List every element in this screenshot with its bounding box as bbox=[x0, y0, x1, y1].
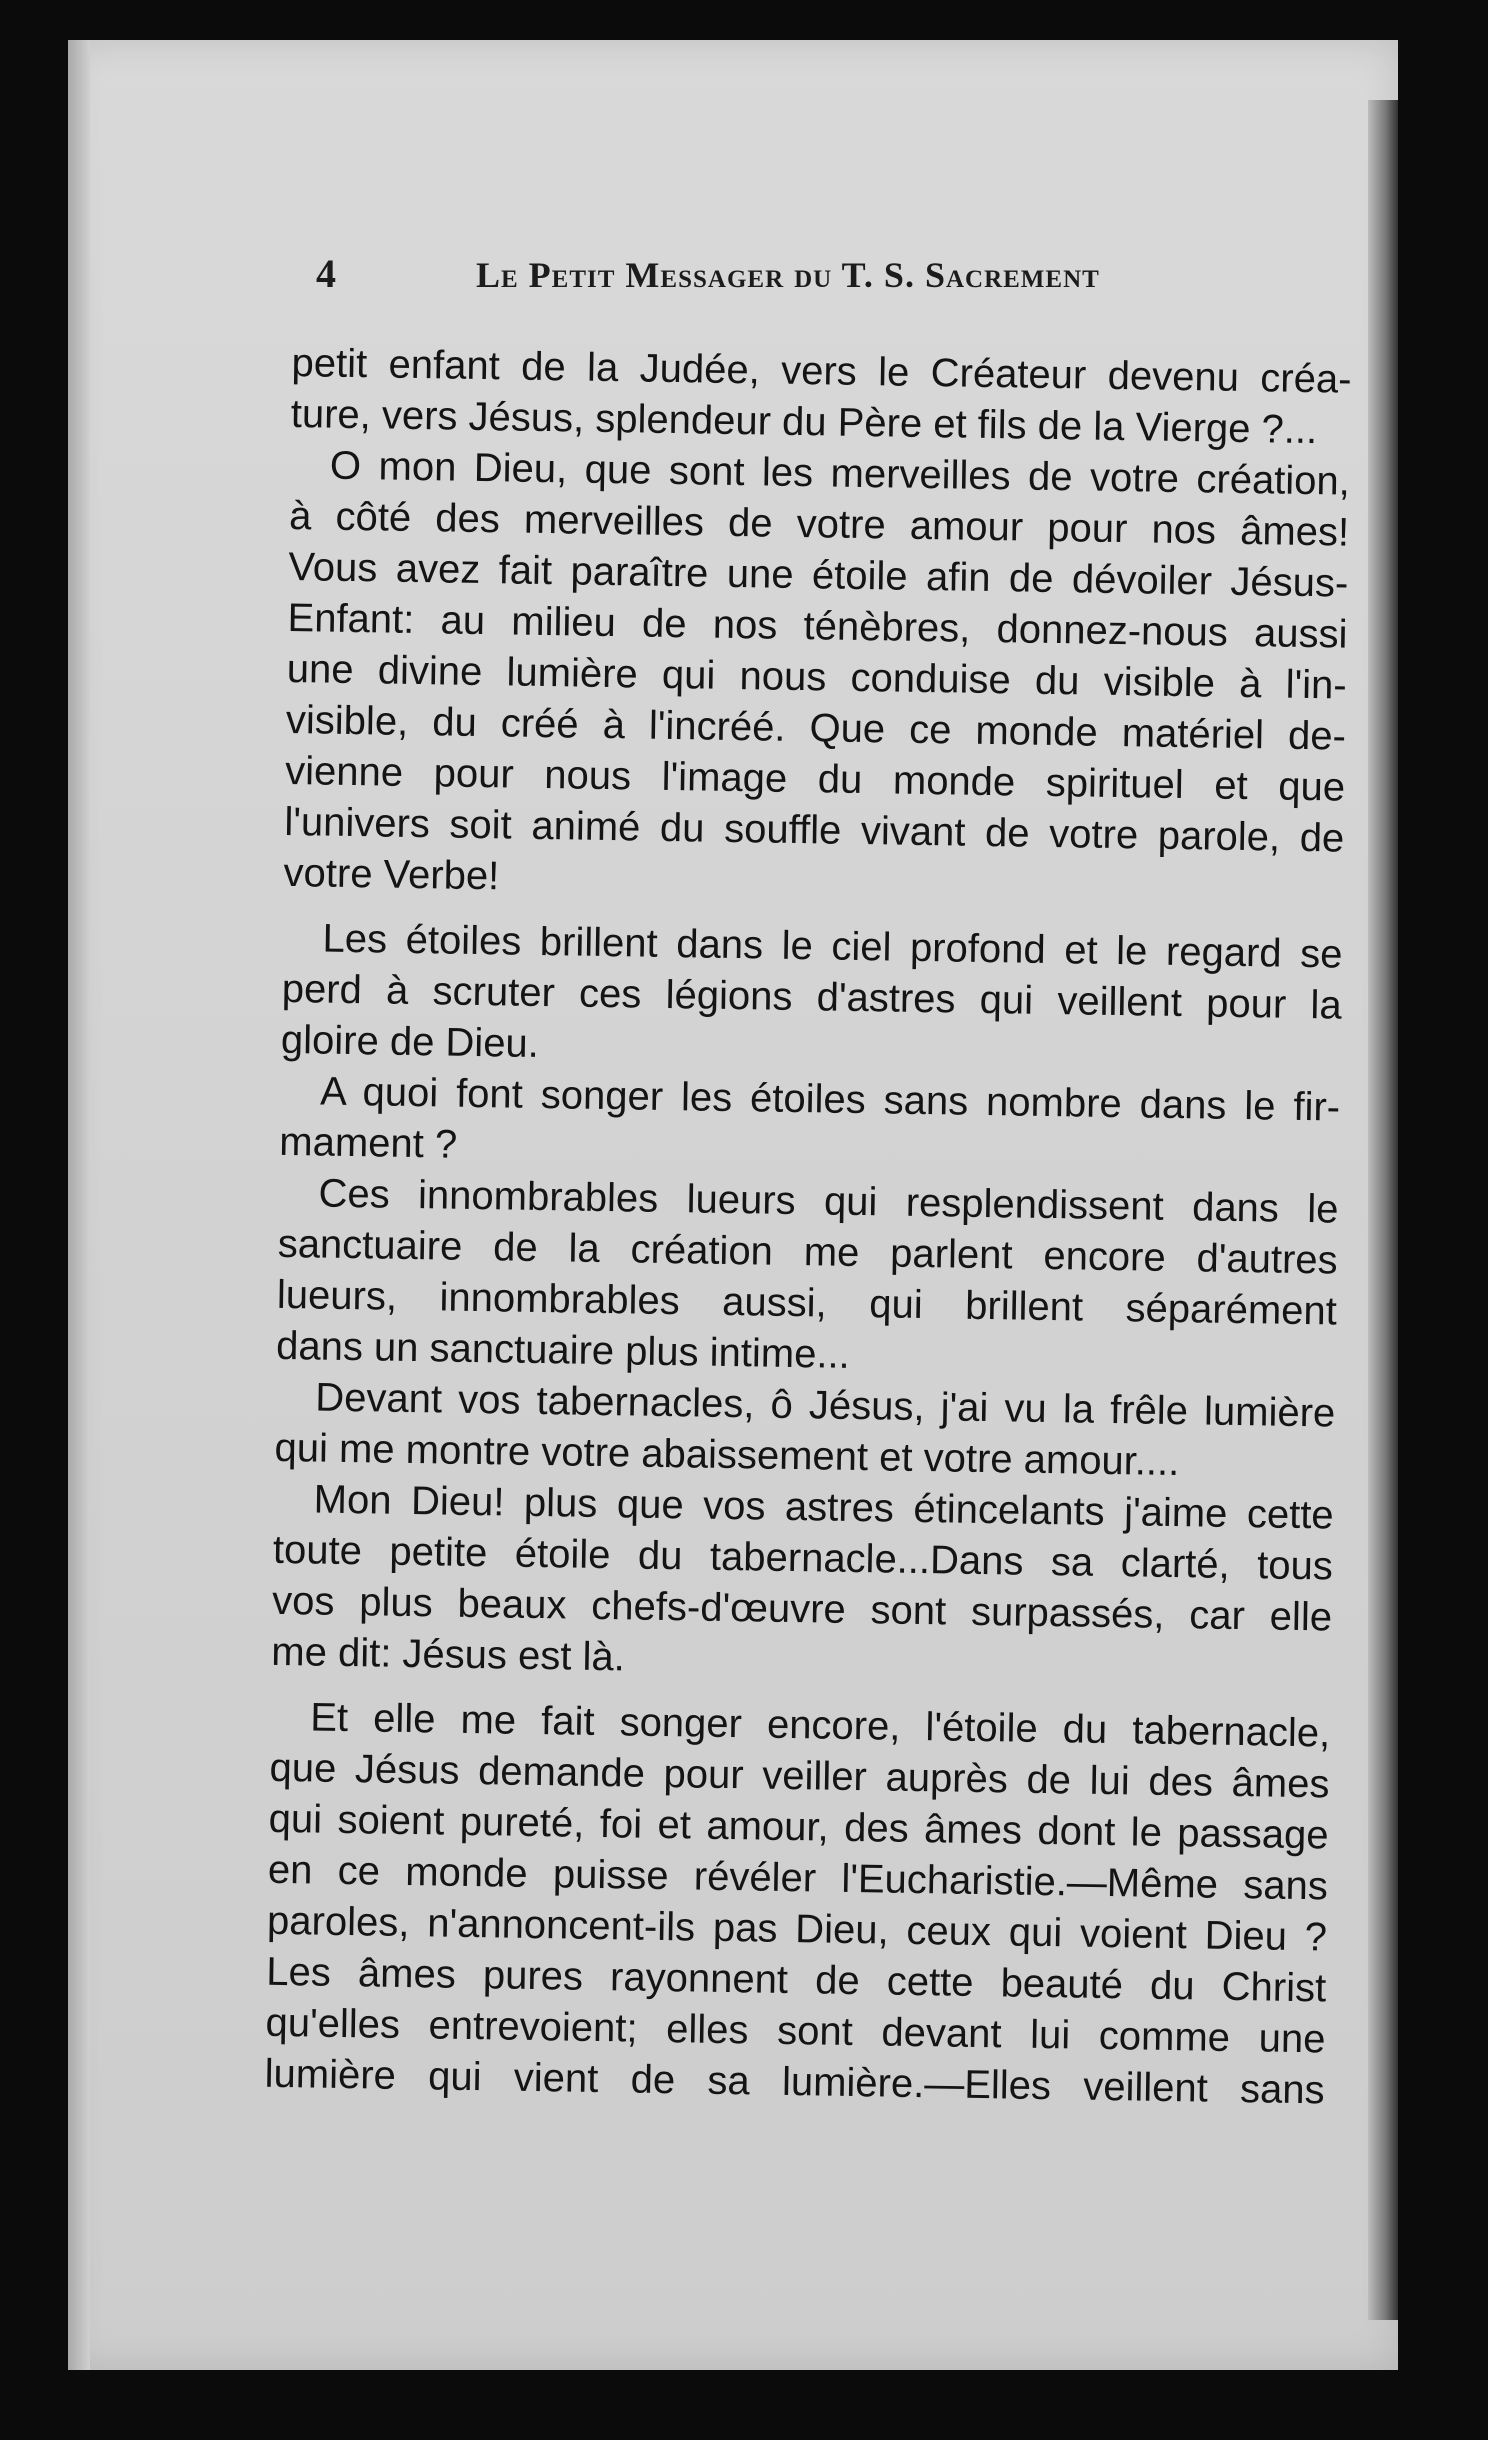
text-line: lumière qui vient de sa lumière.—Elles veillent sans bbox=[264, 2051, 1325, 2113]
page-right-edge bbox=[1368, 100, 1398, 2320]
text-line: une divine lumière qui nous conduise du visible à l'in- bbox=[286, 646, 1348, 708]
text-line: qui soient pureté, foi et amour, des âmes dont le passage bbox=[268, 1796, 1329, 1858]
text-line: visible, du créé à l'incréé. Que ce monde matériel de- bbox=[285, 697, 1347, 759]
text-line: qu'elles entrevoient; elles sont devant lui comme une bbox=[265, 2000, 1326, 2062]
text-line: votre Verbe! bbox=[283, 850, 500, 899]
text-line: en ce monde puisse révéler l'Eucharistie.—Même sans bbox=[267, 1847, 1329, 1909]
page-left-edge bbox=[68, 40, 90, 2370]
text-line: O mon Dieu, que sont les merveilles de votre création, bbox=[329, 443, 1351, 504]
text-line: Devant vos tabernacles, ô Jésus, j'ai vu la frêle lumière bbox=[315, 1375, 1336, 1436]
text-line: perd à scruter ces légions d'astres qui veillent pour la bbox=[281, 966, 1342, 1028]
text-line: toute petite étoile du tabernacle...Dans sa clarté, tous bbox=[272, 1527, 1334, 1589]
text-line: vienne pour nous l'image du monde spirituel et que bbox=[284, 748, 1346, 810]
text-line: Les étoiles brillent dans le ciel profond et le regard se bbox=[322, 916, 1343, 977]
text-line: A quoi font songer les étoiles sans nombre dans le fir- bbox=[319, 1069, 1341, 1130]
text-line: Les âmes pures rayonnent de cette beauté du Christ bbox=[265, 1949, 1327, 2011]
text-line: me dit: Jésus est là. bbox=[271, 1629, 626, 1680]
text-line: gloire de Dieu. bbox=[280, 1017, 540, 1066]
running-header bbox=[316, 250, 1236, 297]
body-text bbox=[264, 338, 1352, 2116]
text-line: Mon Dieu! plus que vos astres étincelants j'aime cette bbox=[313, 1477, 1334, 1538]
text-line: Et elle me fait songer encore, l'étoile du tabernacle, bbox=[309, 1695, 1331, 1756]
text-line: à côté des merveilles de votre amour pour nos âmes! bbox=[288, 493, 1350, 555]
text-line: vos plus beaux chefs-d'œuvre sont surpassés, car elle bbox=[271, 1578, 1333, 1640]
page-number: 4 bbox=[316, 251, 336, 296]
text-line: petit enfant de la Judée, vers le Créateur devenu créa- bbox=[291, 340, 1352, 402]
text-line: paroles, n'annoncent-ils pas Dieu, ceux qui voient Dieu ? bbox=[266, 1898, 1328, 1960]
text-line: Enfant: au milieu de nos ténèbres, donnez-nous aussi bbox=[287, 595, 1348, 657]
text-line: Ces innombrables lueurs qui resplendissent dans le bbox=[318, 1171, 1339, 1232]
text-line: ture, vers Jésus, splendeur du Père et fils de la Vierge ?... bbox=[290, 391, 1318, 453]
text-line: Vous avez fait paraître une étoile afin de dévoiler Jésus- bbox=[288, 544, 1349, 606]
text-line: sanctuaire de la création me parlent encore d'autres bbox=[277, 1221, 1338, 1283]
text-line: mament ? bbox=[279, 1119, 458, 1167]
text-line: l'univers soit animé du souffle vivant de votre parole, de bbox=[284, 799, 1345, 861]
text-line: qui me montre votre abaissement et votre amour.... bbox=[274, 1425, 1180, 1485]
text-line: que Jésus demande pour veiller auprès de lui des âmes bbox=[269, 1745, 1330, 1807]
text-line: dans un sanctuaire plus intime... bbox=[275, 1323, 851, 1377]
running-title: Le Petit Messager du T. S. Sacrement bbox=[476, 255, 1100, 295]
text-line: lueurs, innombrables aussi, qui brillent séparément bbox=[276, 1272, 1338, 1334]
